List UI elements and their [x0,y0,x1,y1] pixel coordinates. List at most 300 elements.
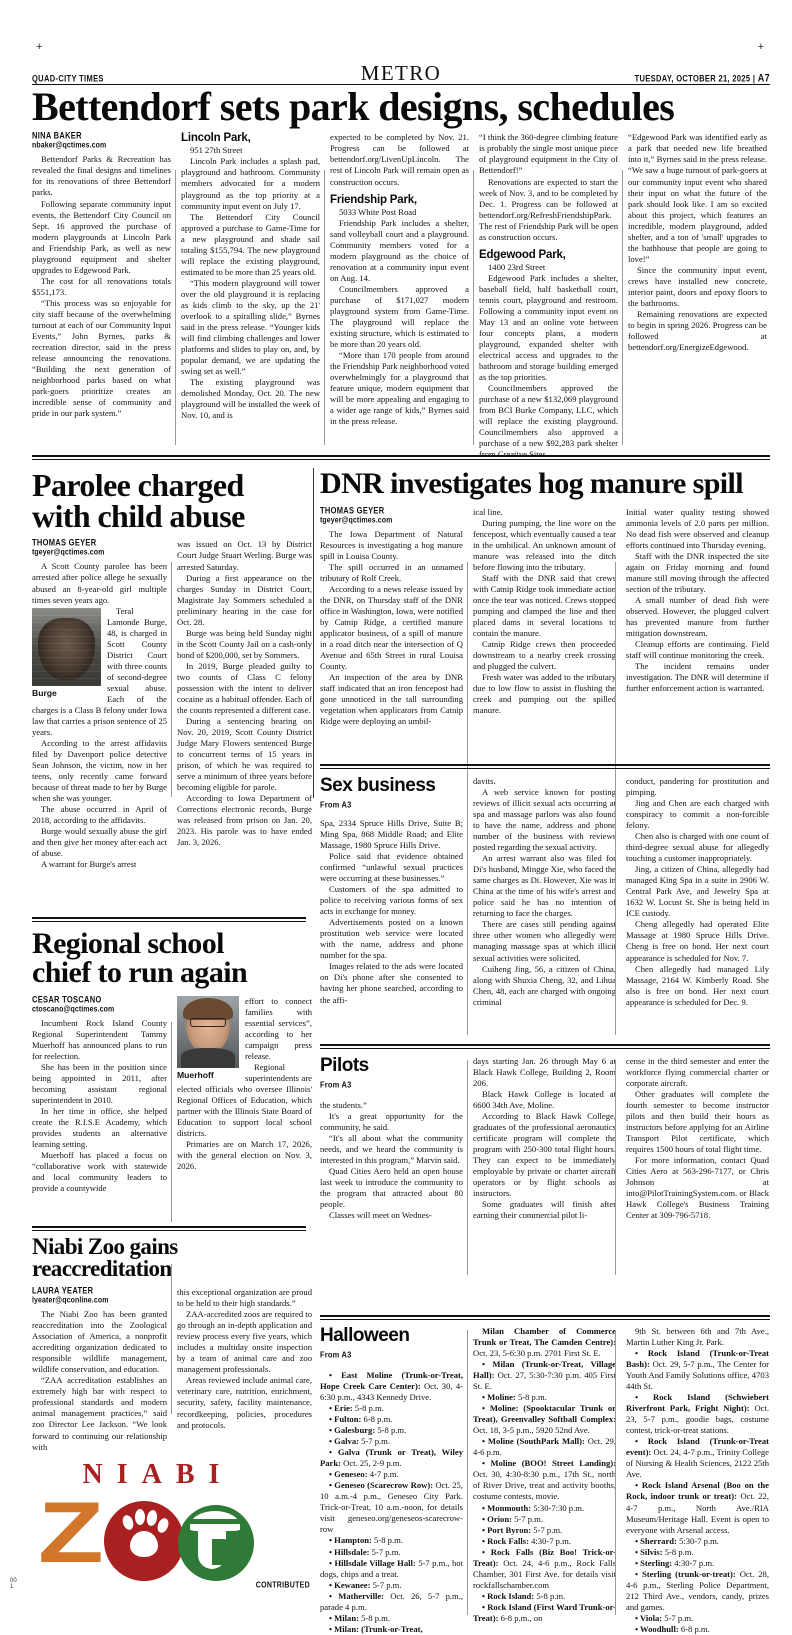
paragraph: The abuse occurred in April of 2018, according to the affidavits. [32,804,167,826]
article-parolee [32,467,312,870]
halloween-item-title: • Orion: [482,1513,512,1524]
halloween-item-detail: Oct. 30, 4-6:30 p.m., 4343 Kennedy Drive. [320,1381,463,1403]
parolee-column-1 [32,539,167,870]
halloween-item-title: • Port Byron: [482,1524,532,1535]
parolee-columns [32,539,312,870]
paragraph: Burge was being held Sunday night in the Scott County Jail on a cash-only bond of $200,000, set by Sommers. [177,627,312,660]
halloween-columns [320,1326,770,1635]
muerhoff-photo-block [177,996,239,1080]
paragraph: Quad Cities Aero held an open house last week to introduce the community to the program that attracted about 80 people. [320,1166,463,1210]
muerhoff-photo [177,996,239,1068]
halloween-item-detail: 5-7 p.m. [531,1524,563,1535]
paragraph: Jing, a citizen of China, allegedly had managed King Spa in a suite in 2906 W. Central Park Ave, and Jewelry Spa at 1632 W. Locust St. She is being held in ICE custody. [626,864,769,919]
halloween-item-title: • Silvis: [635,1546,663,1557]
paragraph: According to Iowa Department of Corrections electronic records, Burge was released from prison on Jan. 20, 2023. His parole was to have ended Jan. 3, 2026. [177,793,312,848]
halloween-list-item [473,1436,616,1458]
halloween-list-item [473,1591,616,1602]
halloween-item-detail: 5-7 p.m. [358,1436,391,1447]
halloween-column-3 [626,1326,769,1635]
halloween-item-title: • Erie: [329,1403,353,1414]
niabi-logo-wordmark: NIABI [82,1458,234,1490]
halloween-item-title: • East Moline (Trunk-or-Treat, Hope Creek Care Center): [320,1370,463,1392]
pilots-column-2 [473,1056,616,1221]
halloween-list-item [473,1514,616,1525]
pilots-column-1 [320,1056,463,1221]
parolee-byline-email[interactable]: tgeyer@qctimes.com [32,549,105,558]
paragraph: Customers of the spa admitted to police to receiving various forms of sex acts in exchange for money. [320,884,463,917]
halloween-item-detail: 5-7 p.m., hot dogs, chips and a treat. [320,1557,463,1579]
paragraph: “This process was so enjoyable for city staff because of the overwhelming turnout at each of our Community Input Events,” John Byrnes, parks & recreation director, said in the press release announcing the renovations. “Building the next generation of neighborhood parks based on what park-goers prioritize creates an incredible sense of community and pride in our park system.” [32,297,171,419]
paragraph: “It's all about what the community needs, and we heard the community is interested in this program,” Marvin said. [320,1133,463,1166]
bettendorf-column-2 [181,132,320,421]
paragraph: was issued on Oct. 13 by District Court Judge Stuart Werling. Burge was arrested Saturday. [177,539,312,572]
halloween-item-title: • Milan (Trunk-or-Treat, Village Hall): [473,1359,616,1381]
halloween-item-detail: Oct. 23, 5-7 p.m., goodie bags, costume contest, trick-or-treat stations. [626,1403,769,1436]
paragraph: Edgewood Park includes a shelter, baseball field, half basketball court, tennis court, playground and restroom. Following a community input event on May 13 and an online vote between four concepts plans, a modern playground, expanded shelter with electrical access and upgrades to the bathroom and storage building emerged as the top priorities. [479,272,618,383]
column-divider [175,170,176,445]
paragraph: this exceptional organization are proud to be held to their high standards.” [177,1287,312,1309]
halloween-list-item [320,1480,463,1535]
paragraph: Friendship Park includes a shelter, sand volleyball court and a playground. Community members voted for a modern playground as the choice of renovation at a community input event on Aug. 14. [330,217,469,283]
paragraph: Chen also is charged with one count of third-degree sexual abuse for allegedly touching a customer inappropriately. [626,831,769,864]
paragraph: The Iowa Department of Natural Resources is investigating a hog manure spill in Louisa County. [320,528,463,561]
halloween-list-item [320,1535,463,1546]
halloween-item-detail: Oct. 28, 4-6 p.m., Sterling Police Department, 212 Third Ave., vendors, candy, prizes and games. [626,1568,769,1612]
halloween-list-item [320,1580,463,1591]
halloween-item-detail: Oct. 23, 5-6:30 p.m. 2701 First St. E. [473,1348,601,1359]
bettendorf-columns [32,132,770,460]
halloween-item-title: • Viola: [635,1612,663,1623]
halloween-item-title: • Fulton: [329,1414,362,1425]
paragraph: She has been in the position since being appointed in 2011, after becoming assistant regional superintendent in 2010. [32,1061,167,1105]
paw-toe-icon [156,1516,171,1534]
sexbusiness-from-label: From A3 [320,799,352,810]
paragraph: “This modern playground will tower over the old playground it is replacing as kids climb to the sky, up the 21' overlook to a spiralling slide,” Byrnes said in the press release. “Younger kids will find climbing challenges and lower platforms and slides to play on, and, by popular demand, we are updating the swing set as well.” [181,277,320,377]
halloween-item-title: • Moline (BOO! Street Landing): [482,1458,616,1469]
paragraph: Cuiheng Jing, 56, a citizen of China, along with Shuxia Cheng, 32, and Lihua Chen, 48, each are charged with ongoing criminal [473,963,616,1007]
halloween-item-detail: Oct. 24, 4-7 p.m., Trinity College of Nursing & Health Sciences, 2122 25th Ave. [626,1447,769,1480]
paragraph: A web service known for posting reviews of illicit sexual acts occurring at spa and massage parlors was also found to have the name, address and phone number of the business with reviews posted regarding the sexual activity. [473,787,616,853]
paragraph: There are cases still pending against three other women who allegedly were managing massage spas at which illicit sexual activities were solicited. [473,919,616,963]
jump-halloween [320,1326,770,1635]
niabi-photo-credit: CONTRIBUTED [255,1581,310,1590]
halloween-item-detail: Oct. 26, 5-7 p.m., parade 4 p.m. [320,1590,463,1612]
column-divider [467,562,468,797]
halloween-item-title: Milan Chamber of Commerce Trunk or Treat, The Camden Centre): [473,1326,616,1348]
article-dnr [320,467,770,727]
paragraph: Since the community input event, crews have installed new concrete, interior paint, doors and epoxy floors to the bathrooms. [628,264,767,308]
paragraph: cense in the third semester and enter the workforce flying commercial charter or corporate aircraft. [626,1056,769,1089]
subhead-friendship-park: Friendship Park, [330,193,417,206]
paragraph: Initial water quality testing showed ammonia levels of 2.0 parts per million. No dead fish were observed and cleanup efforts continued into Thursday evening. [626,506,769,550]
halloween-item-title: • Sterling (trunk-or-treat): [635,1568,736,1579]
article-bettendorf [32,84,770,460]
paragraph: It's a great opportunity for the community, he said. [320,1111,463,1133]
halloween-list-item [626,1613,769,1624]
parolee-byline-name: THOMAS GEYER [32,537,97,549]
paragraph: Other graduates will complete the fourth semester to become instructor pilots and then build their hours as instructors before applying for an Airline Transport Pilot certificate, which requires 1500 hours of total flight time. [626,1089,769,1155]
halloween-item-title: • Geneseo (Scarecrow Row): [329,1480,434,1491]
masthead [32,62,770,84]
halloween-item-detail: 5-8 p.m. [534,1590,566,1601]
halloween-item-detail: 4:30-7 p.m. [672,1557,715,1568]
halloween-item-detail: 6-8 p.m. [678,1623,710,1634]
paragraph: Classes will meet on Wednes- [329,1210,432,1221]
paragraph: The existing playground was demolished Monday, Oct. 20. The new playground will be installed the week of Nov. 10, and is [181,377,320,421]
paragraph: “I think the 360-degree climbing feature is probably the single most unique piece of playground equipment in the City of Bettendorf!” [479,132,618,176]
halloween-item-title: • Hillsdale: [329,1546,370,1557]
sexbusiness-jump-head: Sex business [320,775,436,796]
halloween-item-title: • Rock Falls (Biz Boo! Trick-or-Treat): [473,1546,616,1568]
paragraph: Muerhoff has placed a focus on “collaborative work with statewide and local community leaders to provide a countywide [32,1149,167,1194]
crop-mark-top-right: + [757,41,764,53]
sexbusiness-column-3 [626,776,769,1008]
halloween-list-item [626,1436,769,1480]
paragraph: An inspection of the area by DNR staff indicated that an iron fencepost had gone unnoticed in the tall surrounding vegetation when applicators from Catnip Ridge were deploying an umbil- [320,672,463,727]
halloween-item-title: • Rock Island: [482,1590,535,1601]
paragraph: Renovations are expected to start the week of Nov. 3, and to be completed by Dec. 1. Progress can be followed at bettendorf.org/RefreshFriendshipPark. The rest of Friendship Park will be open as construction occurs. [479,176,618,242]
halloween-item-detail: 5:30-7:30 p.m. [531,1502,585,1513]
section-divider [32,455,770,457]
halloween-item-title: • Geneseo: [329,1469,368,1480]
halloween-item-detail: 5-7 p.m. [370,1579,402,1590]
halloween-item-detail: 6-8 p.m. [361,1414,393,1425]
section-divider [320,1315,770,1317]
paragraph: According to Black Hawk College, graduates of the professional aeronautics certificate program will complete the program with 250-300 total flight hours. They can expect to be immediately employable by private or charter aircraft operators or by flight schools as instructors. [473,1111,616,1199]
halloween-item-detail: 5-8 p.m. [662,1546,694,1557]
dnr-column-3 [626,507,769,695]
paragraph: “ZAA accreditation establishes an extremely high bar with respect to professional standards and modern animal management practices,” said zoo Director Lee Jackson. “We look forward to continuing our relationship with [32,1375,167,1452]
halloween-column-1 [320,1326,463,1635]
pilots-from-label: From A3 [320,1079,352,1090]
pilots-jump-head: Pilots [320,1055,369,1076]
halloween-list-col-3 [626,1326,769,1635]
halloween-list-item [320,1547,463,1558]
column-divider [615,562,616,797]
paragraph: Councilmembers approved the purchase of a new $132,069 playground from BCI Burke Company, LLC, which will replace the existing playground. Councilmembers also approved a purchase of a new $92,283 park shelter from Creative Sites. [479,383,618,460]
paw-pad-icon [130,1531,158,1557]
paragraph: Councilmembers approved a purchase of $171,027 modern playground system from Game-Time. The playground will replace the existing structure, which is estimated to be more than 20 years old. [330,283,469,349]
bettendorf-byline-name: NINA BAKER [32,130,82,142]
halloween-list-item [320,1469,463,1480]
bettendorf-byline-email[interactable]: nbaker@qctimes.com [32,142,107,151]
bettendorf-column-5 [628,132,767,353]
paragraph: Incumbent Rock Island County Regional Superintendent Tammy Muerhoff has announced plans to run for reelection. [32,1017,167,1061]
halloween-item-detail: Oct. 30, 4:30-8:30 p.m., 17th St., north of River Drive, treat and activity booths, costume contests, movie. [473,1469,616,1502]
niabi-logo-letter-o-green [178,1505,254,1581]
regional-column-1 [32,993,167,1195]
halloween-item-detail: 5-7 p.m. [369,1546,401,1557]
paragraph: davits. [473,776,496,786]
column-divider [615,1330,616,1615]
paragraph: Some graduates will finish after earning their commercial pilot li- [473,1199,616,1221]
paragraph: According to a news release issued by the DNR, on Thursday staff of the DNR office in Washington, Iowa, were notified by Catnip Ridge, a certified manure applicator business, of a spill of manure in a road ditch near the intersection of Q Avenue and 65th Street in rural Louisa County. [320,583,463,672]
sexbusiness-columns [320,776,770,1008]
regional-byline-email[interactable]: ctoscano@qctimes.com [32,1005,115,1014]
burge-photo-caption: Burge [32,687,57,698]
paragraph: effort to connect families with essential services”, according to her campaign press release. [245,995,312,1061]
halloween-list-item [473,1359,616,1392]
halloween-list-item [473,1326,616,1359]
paragraph: Chen allegedly had managed Lily Massage, 2164 W. Kimberly Road. She also is free on bond. Her next court appearance is scheduled for Dec. 9. [626,963,769,1007]
halloween-item-detail: 5:30-7 p.m. [676,1535,719,1546]
column-divider [467,780,468,1035]
paragraph: the students.” [320,1100,367,1110]
niabi-byline-email[interactable]: lyeater@qconline.com [32,1297,109,1306]
paragraph: ZAA-accredited zoos are required to go through an in-depth application and review process every five years, which includes a multiday onsite inspection by a team of animal care and zoo management professionals. [177,1309,312,1375]
paragraph: Black Hawk College is located at 6600 34th Ave, Moline. [473,1089,616,1111]
halloween-item-title: • Sterling: [635,1557,673,1568]
subhead-edgewood-park: Edgewood Park, [479,248,566,261]
paragraph: A warrant for Burge's arrest [41,859,137,870]
paragraph: Lincoln Park includes a splash pad, playground and bathroom. Community members advocated for a modern playground as the top priority at a community input event on July 17. [181,156,320,211]
paragraph: Regional superintendents are elected officials who oversee Illinois' Regional Offices of Education, which partner with the Illinois State Board of Education to support local school districts. [177,1061,312,1138]
paragraph: Advertisements posted on a known prostitution web service were located with the name, address and phone number for the spa. [320,917,463,961]
column-divider [171,562,172,797]
paragraph: An arrest warrant also was filed for Di's husband, Mingge Xie, who faced the same charges as Di. However, Xie was in China at the time of his wife's arrest and police said he has no intention of returning to face the charges. [473,853,616,919]
halloween-list-item [320,1414,463,1425]
bettendorf-column-3 [330,132,469,427]
masthead-date: TUESDAY, OCTOBER 21, 2025 | [634,72,758,84]
halloween-item-detail: 5-8 p.m. [352,1403,384,1414]
halloween-item-detail: 5-8 p.m. [358,1612,391,1623]
section-divider [32,459,770,460]
paragraph: Spa, 2334 Spruce Hills Drive, Suite B; Ming Spa, 868 Middle Road; and Elite Massage, 1980 Spruce Hills Drive. [320,818,463,851]
paragraph: conduct, pandering for prostitution and pimping. [626,776,769,798]
halloween-from-label: From A3 [320,1349,352,1360]
halloween-item-detail: Oct. 27, 5:30-7:30 p.m. 405 First St. E. [473,1370,616,1392]
paragraph: Images related to the ads were located on Di's phone after she consented to having her phone searched, according to the affi- [320,961,463,1005]
halloween-list-item [626,1624,769,1635]
halloween-item-title: • Sherrard: [635,1535,677,1546]
paragraph: Remaining renovations are expected to begin in spring 2026. Progress can be followed at bettendorf.org/EnergizeEdgewood. [628,308,767,352]
niabi-logo-letter-o-red [104,1501,184,1581]
halloween-list-item [626,1547,769,1558]
column-divider [622,170,623,445]
halloween-list-item [320,1558,463,1580]
halloween-item-detail: Oct. 24, 4-6 p.m., Rock Falls Chamber, 301 First Ave. for details visit rockfallschamber.com [473,1557,616,1590]
halloween-item-detail: Oct. 25, 2-9 p.m. [341,1458,402,1469]
halloween-item-title: • Rock Falls: [482,1535,529,1546]
dnr-byline-name: THOMAS GEYER [320,504,385,516]
address-friendship-park: 5033 White Post Road [339,206,417,217]
halloween-item-detail: 4:30-7 p.m. [528,1535,571,1546]
section-divider [320,768,770,769]
paragraph: Staff with the DNR inspected the site again on Friday morning and found manure still moving through the affected section of the tributary. [626,550,769,595]
halloween-item-title: • Moline: (Spooktacular Trunk or Treat), Greenvalley Softball Complex: [473,1403,616,1425]
section-divider [320,764,770,766]
dnr-column-2 [473,507,616,717]
halloween-item-title: • Rock Island (Trunk-or-Treat Bash): [626,1348,769,1370]
halloween-item-title: • Rock Island (Schwiebert Riverfront Park, Fright Night): [626,1392,769,1414]
paw-toe-icon [135,1509,145,1525]
address-lincoln-park: 951 27th Street [190,145,243,156]
halloween-item-title: • Galesburg: [329,1425,376,1436]
paragraph: The Bettendorf City Council approved a purchase to Game-Time for a new playground and shade sail totaling $155,794. The new playground will replace the existing playground, estimated to be more than 25 years old. [181,211,320,277]
paragraph: Teral Lamonde Burge, 48, is charged in Scott County District Court with three counts of second-degree sexual abuse. Each of the charges is a Class B felony under Iowa law that carries a prison sentence of 25 years. [32,605,167,737]
parolee-headline-line2: with child abuse [32,497,245,534]
halloween-item-title: • Milan: (Trunk-or-Treat, [329,1623,423,1634]
niabi-column-1 [32,1287,167,1452]
paragraph: According to the arrest affidavits filed by Davenport police detective Sean Johnson, the victim, now in her teens, only recently came forward because of threat made to her by Burge when she was younger. [32,737,167,804]
page-folio: 00 1 [10,1577,17,1591]
jump-sex-business [320,776,770,1008]
paragraph: In 2019, Burge pleaded guilty to two counts of Class C felony possession with the intent to deliver cocaine as a habitual offender. Each of the counts represented a different case. [177,660,312,715]
halloween-list-col-1 [320,1370,463,1635]
halloween-list-item [320,1591,463,1613]
halloween-item-title: • Milan: [329,1612,359,1623]
paragraph: The spill occurred in an unnamed tributary of Rolf Creek. [320,561,463,583]
paragraph: Primaries are on March 17, 2026, with the general election on Nov. 3, 2026. [177,1139,312,1172]
halloween-item-title: • Moline (SouthPark Mall): [482,1436,585,1447]
column-divider [473,170,474,445]
paragraph: During a first appearance on the charges Sunday in District Court, Magistrate Jay Sommers scheduled a preliminary hearing in the case for Oct. 28. [177,572,312,627]
column-divider [324,170,325,445]
halloween-item-detail: 5-8 p.m. [375,1425,407,1436]
paragraph: The Niabi Zoo has been granted reaccreditation into the Zoological Association of America, a nonprofit accrediting organization dedicated to responsible wildlife management, wildlife conservation, and education. [32,1309,167,1375]
niabi-headline: Niabi Zoo gains reaccreditation [32,1234,178,1282]
halloween-item-title: • Hampton: [329,1535,372,1546]
halloween-list-item [473,1536,616,1547]
halloween-item-detail: 5-8 p.m. [371,1535,403,1546]
halloween-list-item [320,1447,463,1469]
halloween-item-detail: Oct. 22, 4-7 p.m., North Ave./RIA Museum/Heritage Hall. Event is open to everyone with Arsenal access. [626,1491,769,1535]
paw-toe-icon [121,1513,135,1530]
section-divider [32,921,306,922]
paragraph: Catnip Ridge crews then proceeded downstream to a nearby creek crossing and plugged the culvert. [473,639,616,672]
niabi-zoo-logo [32,1458,310,1590]
halloween-list-item [473,1547,616,1591]
paragraph: Cheng allegedly had operated Elite Massage at 1980 Spruce Hills Drive. Cheng is free on bond. Her next court appearance is scheduled for Nov. 7. [626,919,769,963]
section-divider [32,917,306,919]
halloween-list-col-2 [473,1326,616,1624]
halloween-list-item [320,1425,463,1436]
regional-columns [32,993,312,1195]
column-divider [171,1264,172,1414]
masthead-publication: QUAD-CITY TIMES [32,72,104,84]
halloween-list-item [473,1392,616,1403]
halloween-column-2 [473,1326,616,1624]
paragraph: A Scott County parolee has been arrested after police allege he sexually abused an 8-year-old girl multiple times seven years ago. [32,561,167,605]
halloween-item-detail: Oct. 18, 3-5 p.m., 5920 52nd Ave. [473,1425,590,1436]
regional-headline-line2: chief to run again [32,955,248,989]
halloween-item-title: • Galva (Trunk or Treat), Wiley Park: [320,1447,463,1469]
dnr-byline-email[interactable]: tgeyer@qctimes.com [320,516,393,525]
bettendorf-column-1 [32,132,171,419]
paragraph: Police said that evidence obtained confirmed “unlawful sexual practices were occurring at these businesses.” [320,851,463,884]
crop-mark-top-left: + [36,41,43,53]
halloween-list-item [626,1536,769,1547]
halloween-jump-head: Halloween [320,1325,410,1346]
article-niabi-zoo [32,1234,312,1590]
niabi-byline-name: LAURA YEATER [32,1285,94,1297]
sexbusiness-column-2 [473,776,616,1008]
section-divider [320,1319,770,1320]
column-divider [615,1060,616,1275]
parolee-headline-line1: Parolee charged [32,467,244,503]
niabi-logo-letter-z: Z [38,1484,104,1581]
halloween-item-detail: Oct. 29, 4-6 p.m. [473,1436,616,1458]
muerhoff-photo-caption: Muerhoff [177,1069,214,1080]
jump-pilots [320,1056,770,1221]
subhead-lincoln-park: Lincoln Park, [181,132,251,145]
section-divider [32,1230,306,1231]
paragraph: The cost for all renovations totals $551,173. [32,275,171,297]
niabi-column-2 [177,1287,312,1430]
article-regional-school [32,927,312,1194]
halloween-item-title: • Woodhull: [635,1623,679,1634]
regional-column-2 [177,996,312,1173]
halloween-item-title: • Monmouth: [482,1502,532,1513]
masthead-date-page [635,72,770,85]
halloween-list-item [626,1569,769,1613]
column-divider [171,1022,172,1222]
section-divider [320,1048,770,1049]
column-divider [615,780,616,1035]
masthead-section-title: METRO [360,61,442,85]
parolee-column-2 [177,539,312,848]
halloween-list-item [320,1613,463,1624]
paragraph: For more information, contact Quad Cities Aero at 563-296-7177, or Chris Johnson at into@PilotTrainingSystem.com. or Black Hawk College's Business Training Center at 309-796-5718. [626,1155,769,1221]
masthead-page-number: A7 [757,71,770,84]
paragraph: Areas reviewed include animal care, veterinary care, nutrition, enrichment, security, safety, facility maintenance, recordkeeping, policies, procedures and protocols. [177,1375,312,1430]
halloween-item-detail: 5-7 p.m. [511,1513,544,1524]
regional-headline-line1: Regional school [32,927,224,960]
paragraph: Bettendorf Parks & Recreation has revealed the final designs and timelines for its renovations of three Bettendorf parks. [32,154,171,198]
parolee-photo-block [32,608,101,698]
paragraph: days starting Jan. 26 through May 6 at Black Hawk College, Building 2, Room 206. [473,1056,616,1089]
column-divider [467,1330,468,1615]
dnr-column-1 [320,504,463,728]
halloween-list-item [320,1370,463,1403]
paragraph: expected to be completed by Nov. 21. Progress can be followed at bettendorf.org/LivenUpLincoln. The rest of Lincoln Park will remain open as construction occurs. [330,132,469,187]
paragraph: In her time in office, she helped create the R.I.S.E Academy, which provides students an alternative learning setting. [32,1105,167,1149]
halloween-list-item [473,1503,616,1514]
column-divider [313,468,314,798]
paragraph: A small number of dead fish were observed. However, the plugged culvert has prevented manure from further mitigation downstream. [626,595,769,639]
halloween-list-item [473,1525,616,1536]
halloween-list-item [626,1392,769,1436]
section-divider [320,1044,770,1046]
paragraph: During a sentencing hearing on Nov. 20, 2019, Scott County District Judge Mary Flowers sentenced Burge to concurrent terms of 15 years in prison, of which he was required to serve a minimum of three years before becoming eligible for parole. [177,715,312,793]
bettendorf-column-4 [479,132,618,460]
halloween-list-item [320,1624,463,1635]
halloween-list-item [626,1480,769,1535]
paragraph: Burge would sexually abuse the girl and then give her money after each act of abuse. [32,826,167,859]
dnr-headline: DNR investigates hog manure spill [320,467,744,500]
halloween-list-item [626,1558,769,1569]
paragraph: Jing and Chen are each charged with conspiracy to commit a non-forcible felony. [626,798,769,831]
halloween-list-item [473,1458,616,1502]
paragraph: “Edgewood Park was identified early as a park that needed new life breathed into it,” Byrnes said in the press release. “We saw a huge turnout of park-goers at our community input event who shared their input on what the future of the park should look like. I am so excited about this project, which features an incredible, modern playground, added shelter, and a ton of 'small' upgrades to the bathhouse that people are going to love!” [628,132,767,264]
halloween-item-detail: 4-7 p.m. [367,1469,399,1480]
halloween-item-detail: 6-8 p.m., on [498,1612,543,1623]
halloween-item-title: • Galva: [329,1436,359,1447]
paragraph: During pumping, the line wore on the fencepost, which eventually caused a tear in the umbilical. An unknown amount of manure was released into the ditch before flowing into the tributary. [473,517,616,572]
column-divider [467,1060,468,1275]
pilots-column-3 [626,1056,769,1221]
bettendorf-headline: Bettendorf sets park designs, schedules [32,84,675,129]
dnr-columns [320,504,770,728]
niabi-columns [32,1287,312,1452]
paragraph: Cleanup efforts are continuing. Field staff will continue monitoring the creek. [626,639,769,661]
halloween-item-detail: 5-8 p.m. [515,1392,547,1403]
paragraph: Fresh water was added to the tributary due to low flow to assist in flushing the creek and pumping out the spilled manure. [473,672,616,716]
paw-toe-icon [146,1509,159,1526]
section-divider [32,1226,306,1228]
halloween-item-title: • Moline: [482,1392,516,1403]
burge-mugshot-photo [32,608,101,686]
